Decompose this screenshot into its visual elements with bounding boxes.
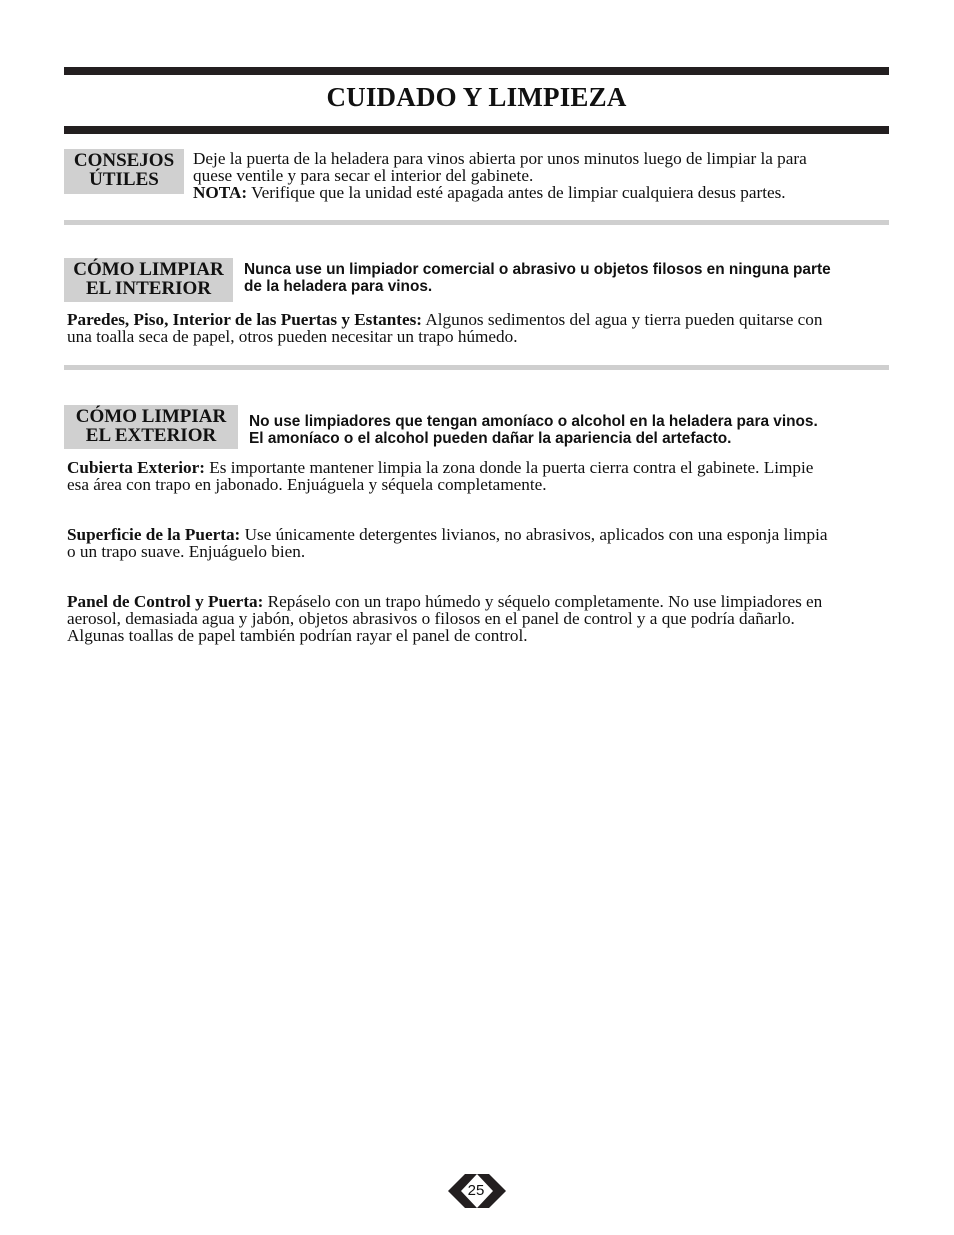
interior-warning-line2: de la heladera para vinos.	[244, 278, 433, 295]
exterior-warning	[249, 413, 889, 447]
exterior-label-line1: CÓMO LIMPIAR	[75, 406, 227, 427]
exterior-door-label: Superficie de la Puerta:	[67, 525, 241, 544]
exterior-panel-line1	[67, 593, 887, 610]
interior-walls-paragraph	[67, 311, 887, 345]
exterior-cover-line1	[67, 459, 887, 476]
header-top-rule	[64, 67, 889, 75]
tips-note	[193, 184, 883, 201]
tips-label-line2: ÚTILES	[89, 169, 159, 190]
page-title: CUIDADO Y LIMPIEZA	[326, 82, 627, 112]
interior-label-line2: EL INTERIOR	[85, 278, 212, 299]
tips-note-text: Verifique que la unidad esté apagada antes de limpiar cualquiera desus partes.	[247, 183, 786, 202]
exterior-panel-label: Panel de Control y Puerta:	[67, 592, 264, 611]
page-number: 25	[467, 1182, 485, 1199]
exterior-cover-label: Cubierta Exterior:	[67, 458, 205, 477]
section-divider-1	[64, 220, 889, 225]
interior-walls-label: Paredes, Piso, Interior de las Puertas y Estantes:	[67, 310, 423, 329]
tips-label-line1: CONSEJOS	[73, 150, 175, 171]
header-bottom-rule	[64, 126, 889, 134]
exterior-warning-line1: No use limpiadores que tengan amoníaco o alcohol en la heladera para vinos.	[249, 413, 818, 430]
interior-walls-line1	[67, 311, 887, 328]
exterior-door-line1	[67, 526, 887, 543]
tips-label	[64, 149, 184, 194]
exterior-panel-text3: Algunas toallas de papel también podrían rayar el panel de control.	[67, 626, 528, 645]
exterior-cover-text1: Es importante mantener limpia la zona donde la puerta cierra contra el gabinete. Limpie	[204, 458, 814, 477]
exterior-door-text1: Use únicamente detergentes livianos, no abrasivos, aplicados con una esponja limpia	[240, 525, 828, 544]
interior-label-line1: CÓMO LIMPIAR	[73, 259, 224, 280]
exterior-door-text2: o un trapo suave. Enjuáguelo bien.	[67, 542, 306, 561]
tips-paragraph	[193, 150, 883, 201]
interior-walls-text1: Algunos sedimentos del agua y tierra pueden quitarse con	[422, 310, 823, 329]
exterior-label	[64, 405, 238, 449]
section-divider-2	[64, 365, 889, 370]
interior-label	[64, 258, 233, 302]
tips-note-label: NOTA:	[193, 183, 248, 202]
exterior-door-paragraph	[67, 526, 887, 560]
exterior-panel-text2: aerosol, demasiada agua y jabón, objetos abrasivos o filosos en el panel de control y a que podría dañarlo.	[67, 609, 795, 628]
exterior-label-line2: EL EXTERIOR	[85, 425, 217, 446]
tips-text-line1: Deje la puerta de la heladera para vinos abierta por unos minutos luego de limpiar la para	[193, 149, 807, 168]
exterior-cover-text2: esa área con trapo en jabonado. Enjuáguela y séquela completamente.	[67, 475, 547, 494]
exterior-warning-line2: El amoníaco o el alcohol pueden dañar la apariencia del artefacto.	[249, 430, 732, 447]
interior-warning	[244, 261, 884, 295]
exterior-cover-paragraph	[67, 459, 887, 493]
exterior-panel-paragraph	[67, 593, 887, 644]
interior-walls-text2: una toalla seca de papel, otros pueden necesitar un trapo húmedo.	[67, 327, 518, 346]
exterior-panel-text1: Repáselo con un trapo húmedo y séquelo completamente. No use limpiadores en	[263, 592, 823, 611]
tips-text-line2: quese ventile y para secar el interior del gabinete.	[193, 166, 534, 185]
interior-warning-line1: Nunca use un limpiador comercial o abrasivo u objetos filosos en ninguna parte	[244, 261, 831, 278]
